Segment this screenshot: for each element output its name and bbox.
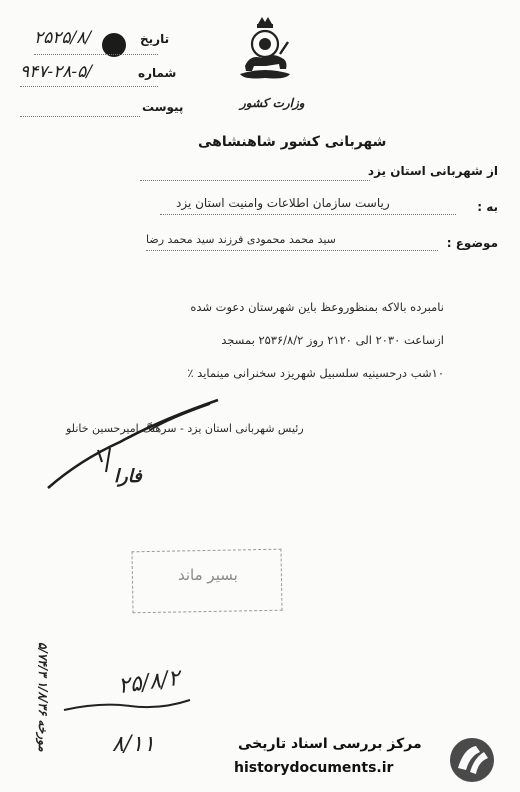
- body-line-1: نامبرده بالاکه بمنظوروعظ باین شهرستان دعوت شده: [190, 300, 444, 314]
- number-value: ۹۴۷-۲۸-۵/: [20, 62, 93, 82]
- margin-bottom-note: ۸/۱۱: [112, 732, 155, 757]
- archive-logo-icon: [446, 734, 498, 786]
- to-label: به :: [477, 200, 498, 214]
- watermark-url: historydocuments.ir: [234, 760, 394, 776]
- subject-value: سید محمد محمودی فرزند سید محمد رضا: [146, 233, 336, 246]
- date-label: تاریخ: [140, 32, 170, 46]
- number-dotted-line: [20, 86, 158, 87]
- date-value: ۲۵۲۵/۸/: [34, 28, 92, 48]
- from-line: از شهربانی استان یزد: [367, 164, 498, 178]
- date-dotted-line: [34, 54, 158, 55]
- to-value: ریاست سازمان اطلاعات وامنیت استان یزد: [176, 196, 390, 210]
- archive-stamp-text: بسیر ماند: [178, 566, 238, 584]
- attachment-label: پیوست: [142, 100, 184, 114]
- margin-scribble: [60, 680, 200, 720]
- signature-hand: فارا: [114, 466, 142, 487]
- ministry-label: وزارت کشور: [240, 96, 305, 110]
- body-line-3: ۱۰شب درحسینیه سلسبیل شهریزد سخنرانی مینماید ٪: [187, 366, 444, 380]
- watermark-title: مرکز بررسی اسناد تاریخی: [238, 736, 422, 752]
- subject-dotted-line: [146, 250, 438, 251]
- to-dotted-line: [160, 214, 456, 215]
- org-title: شهربانی کشور شاهنشاهی: [198, 134, 387, 150]
- watermark-bar: [230, 728, 520, 792]
- attachment-dotted-line: [20, 116, 140, 117]
- signature-line: رئیس شهربانی استان یزد - سرهنگ امیرحسین خانلو: [66, 422, 304, 435]
- lion-sun-emblem-icon: [236, 14, 294, 88]
- vertical-margin-note: ۵/۷۴/۳ مورخه ۱/۸/۳۶: [36, 642, 50, 752]
- subject-label: موضوع :: [446, 236, 498, 250]
- body-line-2: ازساعت ۲۰۳۰ الی ۲۱۲۰ روز ۲۵۳۶/۸/۲ بمسجد: [221, 333, 444, 347]
- from-dotted-line: [140, 180, 370, 181]
- number-label: شماره: [138, 66, 177, 80]
- margin-date-note: ۲۵/۸/۲: [116, 665, 182, 700]
